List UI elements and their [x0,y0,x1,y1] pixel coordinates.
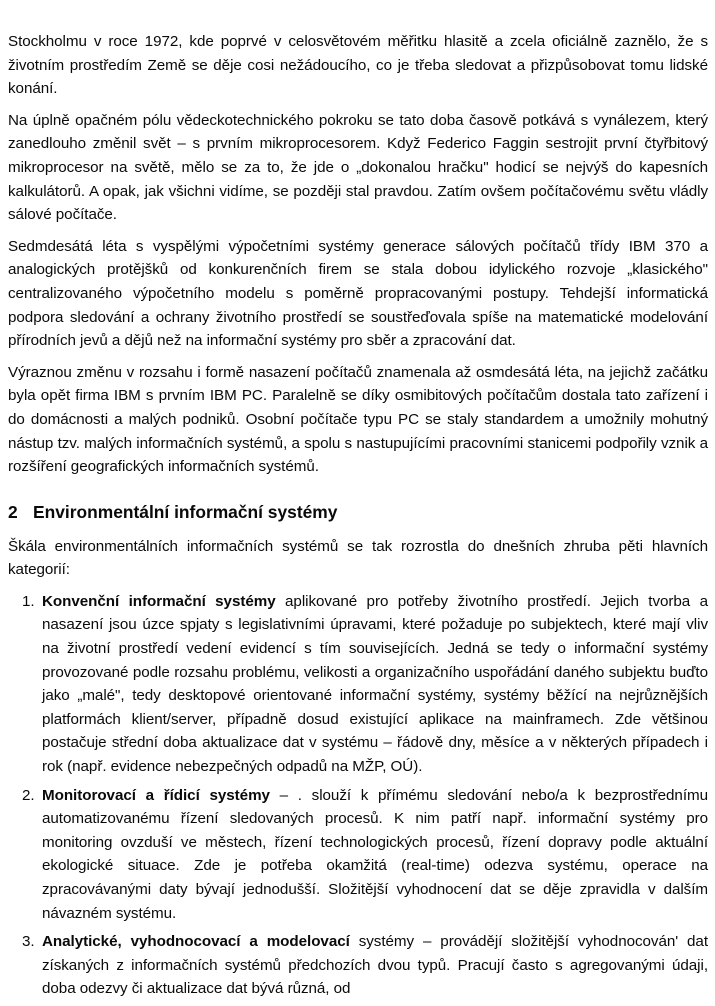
list-item-lead-in: Analytické, vyhodnocovací a modelovací [42,933,350,951]
paragraph-4: Výraznou změnu v rozsahu i formě nasazení počítačů znamenala až osmdesátá léta, na jejichž začátku byla opět firma IBM s prvním IBM PC. Paralelně se díky osmibitových počítačům dostala tato zařízení i do domácnosti a malých podniků. Osobní počítače typu PC se staly standardem a umožnily mohutný nástup tzv. malých informačních systémů, a spolu s nastupujícími pracovními stanicemi podpořily vznik a rozšíření geografických informačních systémů. [8,363,708,476]
list-item-marker: 1. [22,592,35,610]
intro-paragraph: Škála environmentálních informačních systémů se tak rozrostla do dnešních zhruba pěti hlavních kategorií: [8,537,708,579]
list-item-marker: 3. [22,933,35,951]
page-content [8,30,708,1006]
list-item-body: – . slouží k přímému sledování nebo/a k bezprostřednímu automatizovanému řízení sledovaných procesů. K nim patří např. informační systémy pro monitoring ovzduší ve městech, řízení technologických procesů, řízení dopravy podle aktuální ekologické situace. Zde je potřeba okamžitá (real-time) odezva systému, operace na zpracovávanými daty bývají jednodušší. Složitější vyhodnocení dat se děje zpravidla v dalším návazném systému. [42,786,708,922]
paragraph-3: Sedmdesátá léta s vyspělými výpočetními systémy generace sálových počítačů třídy IBM 370 a analogických protějšků od konkurenčních firem se stala dobou idylického rozvoje „klasického" centralizovaného výpočetního modelu s poměrně propracovanými postupy. Tehdejší informatická podpora sledování a ochrany životního prostředí se soustřeďovala spíše na matematické modelování přírodních jevů a dějů než na informační systémy pro sběr a zpracování dat. [8,237,708,350]
list-item-marker: 2. [22,786,35,804]
list-item-body: aplikované pro potřeby životního prostředí. Jejich tvorba a nasazení jsou úzce spjaty s legislativními úpravami, které požaduje po subjektech, které mají vliv na životní prostředí vedení evidencí s tím souvisejících. Jedná se tedy o informační systémy provozované podle rozsahu problému, velikosti a organizačního uspořádání daného subjektu buďto jako „malé", tedy desktopové orientované informační systémy, systémy běžící na nejrůznějších platformách klient/server, případně dosud existující aplikace na mainframech. Zde většinou postačuje střední doba aktualizace dat v systému – řádově dny, měsíce a v některých případech i rok (např. evidence nebezpečných odpadů na MŽP, OÚ). [42,592,708,776]
list-item-lead-in: Monitorovací a řídicí systémy [42,786,270,804]
paragraph-1: Stockholmu v roce 1972, kde poprvé v celosvětovém měřitku hlasitě a zcela oficiálně zaznělo, že s životním prostředím Země se děje cosi nežádoucího, co je třeba sledovat a přizpůsobovat tomu lidské konání. [8,33,708,98]
category-list [8,590,708,1001]
list-item [8,930,708,1001]
paragraph-2: Na úplně opačném pólu vědeckotechnického pokroku se tato doba časově potkává s vynálezem, který zanedlouho změnil svět – s prvním mikroprocesorem. Když Federico Faggin sestrojit první čtyřbitový mikroprocesor na světě, mělo se za to, že jde o „dokonalou hračku" hodicí se nejvýš do kapesních kalkulátorů. A opak, jak všichni vidíme, se později stal pravdou. Zatím ovšem počítačovému světu vládly sálové počítače. [8,111,708,224]
section-number: 2 [8,501,18,522]
list-item-body: systémy – provádějí složitější vyhodnocován' dat získaných z informačních systémů předchozích dvou typů. Pracují často s agregovanými údaji, doba odezvy či aktualizace dat bývá různá, od [42,933,708,998]
section-heading-wrapper [8,501,708,524]
section-heading [8,501,708,524]
list-item-lead-in: Konvenční informační systémy [42,592,276,610]
section-title: Environmentální informační systémy [33,501,338,522]
list-item [8,784,708,926]
list-item [8,590,708,779]
